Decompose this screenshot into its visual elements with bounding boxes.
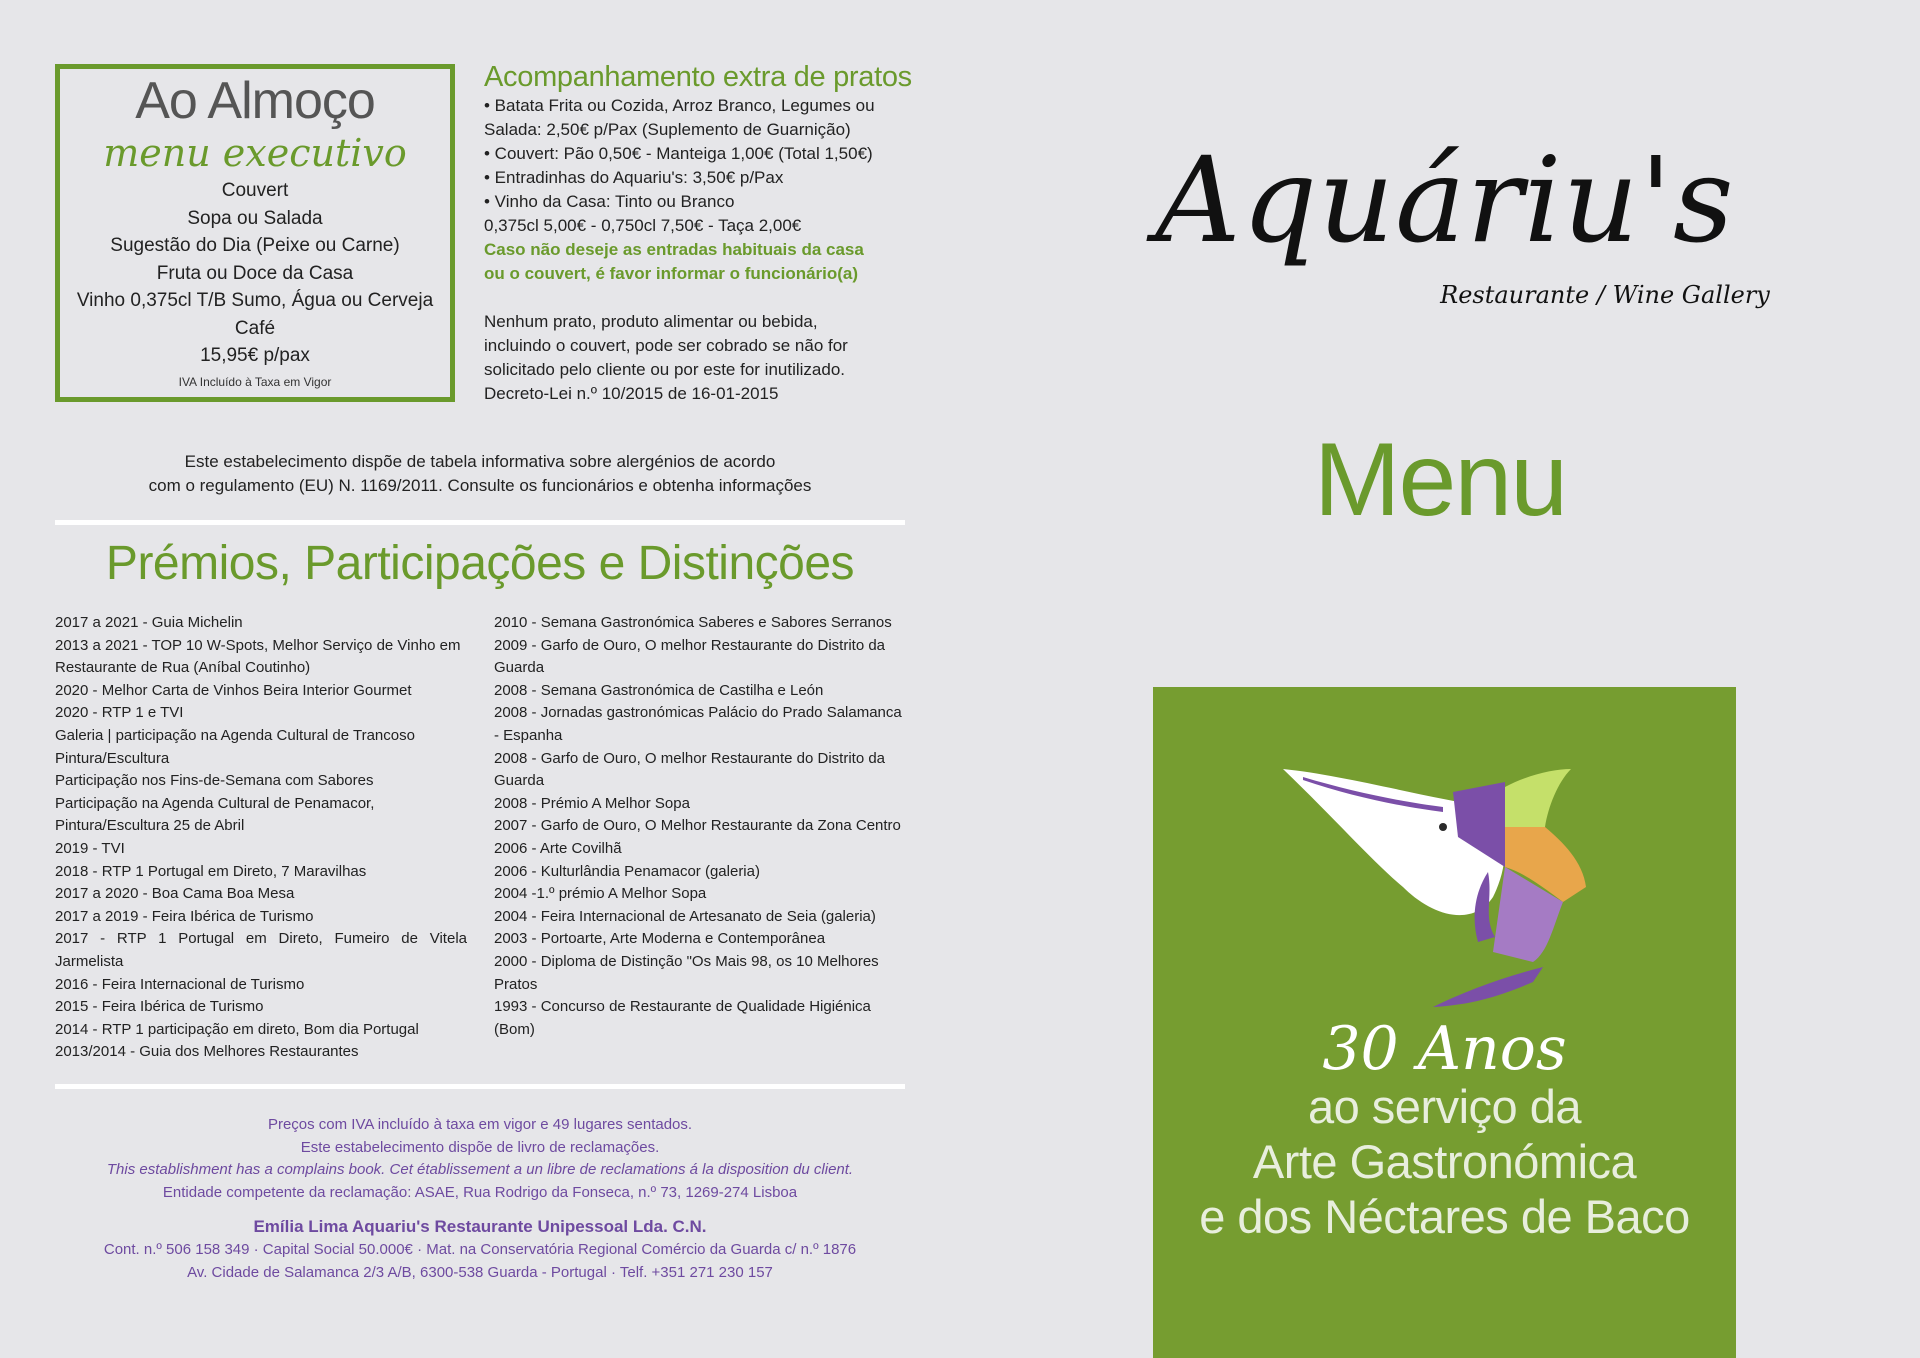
- company-name: Emília Lima Aquariu's Restaurante Unipessoal Lda. C.N.: [253, 1216, 707, 1236]
- extras-line: • Vinho da Casa: Tinto ou Branco: [484, 192, 735, 211]
- extras-section: [484, 60, 916, 406]
- allergen-notice: [55, 450, 905, 498]
- award-item: 2017 a 2021 - Guia Michelin: [55, 614, 243, 631]
- swordfish-logo-icon: [1283, 767, 1603, 1012]
- award-item: 2017 - RTP 1 Portugal em Direto, Fumeiro de Vitela Jarmelista: [55, 930, 467, 970]
- legal-line: solicitado pelo cliente ou por este for inutilizado.: [484, 360, 845, 379]
- awards-list-right: [494, 612, 906, 1041]
- extras-line: • Entradinhas do Aquariu's: 3,50€ p/Pax: [484, 168, 784, 187]
- award-item: 2007 - Garfo de Ouro, O Melhor Restaurante da Zona Centro: [494, 817, 901, 835]
- award-item: 2009 - Garfo de Ouro, O melhor Restaurante do Distrito da Guarda: [494, 636, 886, 677]
- award-item: 2008 - Prémio A Melhor Sopa: [494, 794, 690, 812]
- award-item: 2013 a 2021 - TOP 10 W-Spots, Melhor Serviço de Vinho em Restaurante de Rua (Aníbal Coutinho): [55, 636, 461, 677]
- anniversary-line: Arte Gastronómica: [1252, 1135, 1637, 1188]
- lunch-title: Ao Almoço: [135, 72, 375, 130]
- award-item: 2017 a 2020 - Boa Cama Boa Mesa: [55, 885, 295, 903]
- award-item: Participação nos Fins-de-Semana com Sabores: [55, 772, 374, 790]
- logo-tagline: Restaurante / Wine Gallery: [1440, 281, 1770, 309]
- menu-title: Menu: [1313, 422, 1567, 538]
- company-registry: Cont. n.º 506 158 349 · Capital Social 50.000€ · Mat. na Conservatória Regional Comércio da Guarda c/ n.º 1876: [103, 1240, 857, 1258]
- award-item: 2019 - TVI: [55, 839, 125, 857]
- award-item: Galeria | participação na Agenda Cultural de Trancoso Pintura/Escultura: [55, 726, 415, 767]
- restaurant-logo: [1110, 120, 1780, 335]
- anniversary-panel: [1153, 687, 1736, 1358]
- awards-title: Prémios, Participações e Distinções: [105, 537, 855, 590]
- lunch-menu-box: [55, 64, 455, 402]
- award-item: 2010 - Semana Gastronómica Saberes e Sabores Serranos: [494, 614, 892, 631]
- award-item: 2006 - Arte Covilhã: [494, 839, 622, 857]
- anniversary-line: e dos Néctares de Baco: [1199, 1190, 1690, 1243]
- extras-line: • Couvert: Pão 0,50€ - Manteiga 1,00€ (Total 1,50€): [484, 144, 873, 163]
- award-item: 2008 - Garfo de Ouro, O melhor Restaurante do Distrito da Guarda: [494, 749, 886, 790]
- award-item: 2008 - Semana Gastronómica de Castilha e León: [494, 681, 824, 699]
- footer-line: Preços com IVA incluído à taxa em vigor e 49 lugares sentados.: [267, 1116, 693, 1133]
- extras-title: Acompanhamento extra de pratos: [484, 61, 912, 93]
- award-item: 1993 - Concurso de Restaurante de Qualidade Higiénica (Bom): [494, 998, 871, 1038]
- award-item: 2017 a 2019 - Feira Ibérica de Turismo: [55, 907, 314, 925]
- award-item: 2004 - Feira Internacional de Artesanato de Seia (galeria): [494, 907, 876, 925]
- award-item: 2020 - RTP 1 e TVI: [55, 704, 184, 722]
- lunch-item: Couvert: [221, 180, 289, 201]
- extras-highlight: ou o couvert, é favor informar o funcionário(a): [484, 264, 859, 283]
- anniversary-text: [1153, 1079, 1736, 1244]
- logo-wordmark: Aquáriu's: [1155, 131, 1735, 269]
- extras-highlight: Caso não deseje as entradas habituais da casa: [484, 240, 864, 259]
- award-item: 2020 - Melhor Carta de Vinhos Beira Interior Gourmet: [55, 681, 412, 699]
- allergen-line: Este estabelecimento dispõe de tabela informativa sobre alergénios de acordo: [184, 452, 776, 471]
- extras-line: Salada: 2,50€ p/Pax (Suplemento de Guarnição): [484, 120, 851, 139]
- allergen-line: com o regulamento (EU) N. 1169/2011. Consulte os funcionários e obtenha informações: [148, 476, 812, 495]
- award-item: 2008 - Jornadas gastronómicas Palácio do Prado Salamanca - Espanha: [494, 704, 902, 744]
- legal-line: incluindo o couvert, pode ser cobrado se não for: [484, 336, 848, 355]
- legal-line: Decreto-Lei n.º 10/2015 de 16-01-2015: [484, 384, 779, 403]
- divider: [55, 1084, 905, 1089]
- award-item: 2000 - Diploma de Distinção "Os Mais 98, os 10 Melhores Pratos: [494, 952, 879, 993]
- legal-line: Nenhum prato, produto alimentar ou bebida,: [484, 312, 818, 331]
- divider: [55, 520, 905, 525]
- lunch-item: Café: [234, 317, 276, 339]
- footer-line: Este estabelecimento dispõe de livro de reclamações.: [300, 1138, 660, 1156]
- footer-line: This establishment has a complains book. Cet établissement a un libre de reclamations á la disposition du client.: [106, 1161, 854, 1179]
- lunch-item: Vinho 0,375cl T/B Sumo, Água ou Cerveja: [76, 290, 434, 311]
- lunch-item: Sopa ou Salada: [187, 207, 323, 229]
- lunch-items: [60, 177, 450, 370]
- awards-list-left: [55, 612, 467, 1064]
- anniversary-years: 30 Anos: [1322, 1014, 1567, 1084]
- lunch-item: Fruta ou Doce da Casa: [156, 262, 354, 284]
- extras-line: 0,375cl 5,00€ - 0,750cl 7,50€ - Taça 2,00€: [484, 216, 802, 235]
- award-item: 2014 - RTP 1 participação em direto, Bom dia Portugal: [55, 1020, 419, 1038]
- award-item: 2015 - Feira Ibérica de Turismo: [55, 998, 264, 1016]
- award-item: 2018 - RTP 1 Portugal em Direto, 7 Maravilhas: [55, 862, 367, 880]
- award-item: 2006 - Kulturlândia Penamacor (galeria): [494, 862, 760, 880]
- footer-line: Entidade competente da reclamação: ASAE, Rua Rodrigo da Fonseca, n.º 73, 1269-274 Lisboa: [162, 1184, 798, 1202]
- anniversary-line: ao serviço da: [1307, 1080, 1582, 1133]
- award-item: 2013/2014 - Guia dos Melhores Restaurantes: [55, 1043, 359, 1061]
- lunch-item: Sugestão do Dia (Peixe ou Carne): [110, 235, 400, 256]
- award-item: 2003 - Portoarte, Arte Moderna e Contemporânea: [494, 930, 826, 948]
- lunch-price: 15,95€ p/pax: [200, 345, 310, 366]
- award-item: 2004 -1.º prémio A Melhor Sopa: [494, 885, 707, 903]
- lunch-vat-note: IVA Incluído à Taxa em Vigor: [178, 375, 332, 389]
- award-item: Participação na Agenda Cultural de Penamacor, Pintura/Escultura 25 de Abril: [55, 794, 375, 835]
- lunch-subtitle: menu executivo: [103, 131, 407, 175]
- legal-footer: [55, 1114, 905, 1284]
- extras-line: • Batata Frita ou Cozida, Arroz Branco, Legumes ou: [484, 96, 875, 115]
- spacer: [484, 286, 916, 310]
- company-address: Av. Cidade de Salamanca 2/3 A/B, 6300-538 Guarda - Portugal · Telf. +351 271 230 157: [187, 1263, 773, 1281]
- award-item: 2016 - Feira Internacional de Turismo: [55, 975, 305, 993]
